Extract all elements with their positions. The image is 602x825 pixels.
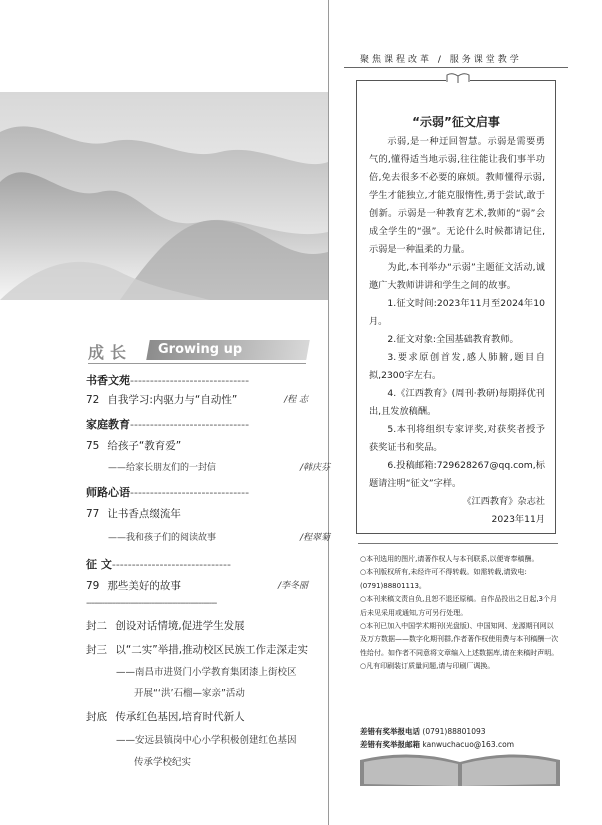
toc-title: 让书香点缀流年 xyxy=(107,508,181,520)
toc-category: 书香文苑------------------------------ xyxy=(86,374,250,387)
toc-author: /程 志 xyxy=(284,395,308,405)
toc-cover-entry[interactable] xyxy=(86,709,308,724)
card-paragraph: 5.本刊将组织专家评奖,对获奖者授予获奖证书和奖品。 xyxy=(369,424,545,453)
card-title: “示弱”征文启事 xyxy=(412,115,500,129)
toc-page: 77 xyxy=(86,508,100,520)
toc-cover-subtitle: 传承学校纪实 xyxy=(134,757,192,768)
toc-entry[interactable] xyxy=(86,438,308,453)
card-body xyxy=(369,133,545,529)
section-title-en: Growing up xyxy=(158,342,243,357)
toc-title: 给孩子“教育爱” xyxy=(107,440,182,452)
toc-cover-subtitle: ——南昌市进贤门小学教育集团漆上街校区 xyxy=(116,667,297,678)
toc-category: 征 文------------------------------ xyxy=(86,558,231,571)
notice-list xyxy=(360,553,560,674)
toc-page: 79 xyxy=(86,580,100,592)
cover-title: 创设对话情境,促进学生发展 xyxy=(115,620,245,632)
cover-label: 封底 xyxy=(86,711,107,723)
card-paragraph: 示弱,是一种迂回智慧。示弱是需要勇气的,懂得适当地示弱,往往能让我们事半功倍,免去很多不必要的麻烦。教师懂得示弱,学生才能独立,才能克服惰性,勇于尝试,敢于创新。示弱是一种教育艺术,教师的“弱”会成全学生的“强”。无论什么时候都请记住,示弱是一种温柔的力量。 xyxy=(369,136,545,255)
card-paragraph: 1.征文时间:2023年11月至2024年10月。 xyxy=(369,298,545,327)
tagline-rule xyxy=(344,67,568,68)
toc-title: 自我学习:内驱力与“自动性” xyxy=(107,394,238,406)
toc-category: 师路心语------------------------------ xyxy=(86,486,250,499)
toc-entry[interactable] xyxy=(86,392,308,407)
toc-cover-entry[interactable] xyxy=(86,618,308,633)
toc-cover-entry[interactable] xyxy=(86,642,308,657)
toc-subtitle: ——给家长朋友们的一封信 /韩庆芬 xyxy=(86,460,330,473)
mountain-landscape-illustration xyxy=(0,92,328,300)
notice-item: ○本刊来稿文责自负,且恕不退还原稿。自作品投出之日起,3个月后未见采用或通知,方可另行处理。 xyxy=(360,595,558,617)
toc-subtitle: ——我和孩子们的阅读故事 /程翠菊 xyxy=(86,530,330,543)
toc-separator: -------------------------------------------------- xyxy=(86,598,217,609)
notice-item: ○本刊选用的图片,请著作权人与本刊联系,以便寄奉稿酬。 xyxy=(360,555,539,563)
page-spine xyxy=(328,0,329,825)
cover-label: 封三 xyxy=(86,644,107,656)
phone-label: 差错有奖举报电话 xyxy=(360,727,420,736)
card-date: 2023年11月 xyxy=(491,514,545,525)
open-book-icon xyxy=(446,72,470,84)
toc-title: 那些美好的故事 xyxy=(107,580,181,592)
notice-item: ○凡有印刷装订质量问题,请与印刷厂调换。 xyxy=(360,662,495,671)
card-paragraph: 2.征文对象:全国基础教育教师。 xyxy=(387,334,519,345)
section-title-cn: 成长 xyxy=(88,343,133,362)
card-paragraph: 3.要求原创首发,感人肺腑,题目自拟,2300字左右。 xyxy=(369,352,545,381)
toc-page: 72 xyxy=(86,394,100,406)
cover-label: 封二 xyxy=(86,620,107,632)
toc-entry[interactable] xyxy=(86,578,308,593)
section-divider xyxy=(88,363,306,364)
toc-page: 75 xyxy=(86,440,100,452)
open-book-illustration xyxy=(360,748,560,788)
toc-entry[interactable] xyxy=(86,506,308,521)
card-paragraph: 6.投稿邮箱:729628267@qq.com,标题请注明“征文”字样。 xyxy=(369,460,545,489)
notice-divider xyxy=(358,543,558,544)
toc-author: /程翠菊 xyxy=(299,533,330,543)
toc-cover-subtitle: ——安远县镇岗中心小学积极创建红色基因 xyxy=(116,735,297,746)
email-label: 差错有奖举报邮箱 xyxy=(360,740,420,749)
notice-item: ○本刊版权所有,未经许可不得转载。如需转载,请致电:(0791)88801113。 xyxy=(360,568,527,590)
section-header xyxy=(88,340,308,362)
cover-title: 以“二实”举措,推动校区民族工作走深走实 xyxy=(115,644,309,656)
toc-author: /韩庆芬 xyxy=(299,463,330,473)
card-paragraph: 为此,本刊举办“示弱”主题征文活动,诚邀广大教师讲讲和学生之间的故事。 xyxy=(369,262,545,291)
toc-category: 家庭教育------------------------------ xyxy=(86,418,250,431)
toc-cover-subtitle: 开展“‘洪’石榴—家亲”活动 xyxy=(134,688,245,699)
card-signature: 《江西教育》杂志社 xyxy=(462,496,545,507)
email-address: kanwuchacuo@163.com xyxy=(422,740,514,749)
card-paragraph: 4.《江西教育》(周刊·教研)每期择优刊出,且发放稿酬。 xyxy=(369,388,545,417)
cover-title: 传承红色基因,培育时代新人 xyxy=(115,711,245,723)
call-for-papers-card xyxy=(356,80,556,534)
toc-author: /李冬丽 xyxy=(277,581,308,591)
phone-number: (0791)88801093 xyxy=(422,727,486,736)
journal-tagline: 聚焦课程改革 / 服务课堂教学 xyxy=(360,55,522,65)
notice-item: ○本刊已加入中国学术期刊(光盘版)、中国知网、龙源期刊网以及万方数据——数字化期刊群,作者著作权使用费与本刊稿酬一次性给付。如作者不同意将文章编入上述数据库,请在来稿时声明。 xyxy=(360,622,559,657)
